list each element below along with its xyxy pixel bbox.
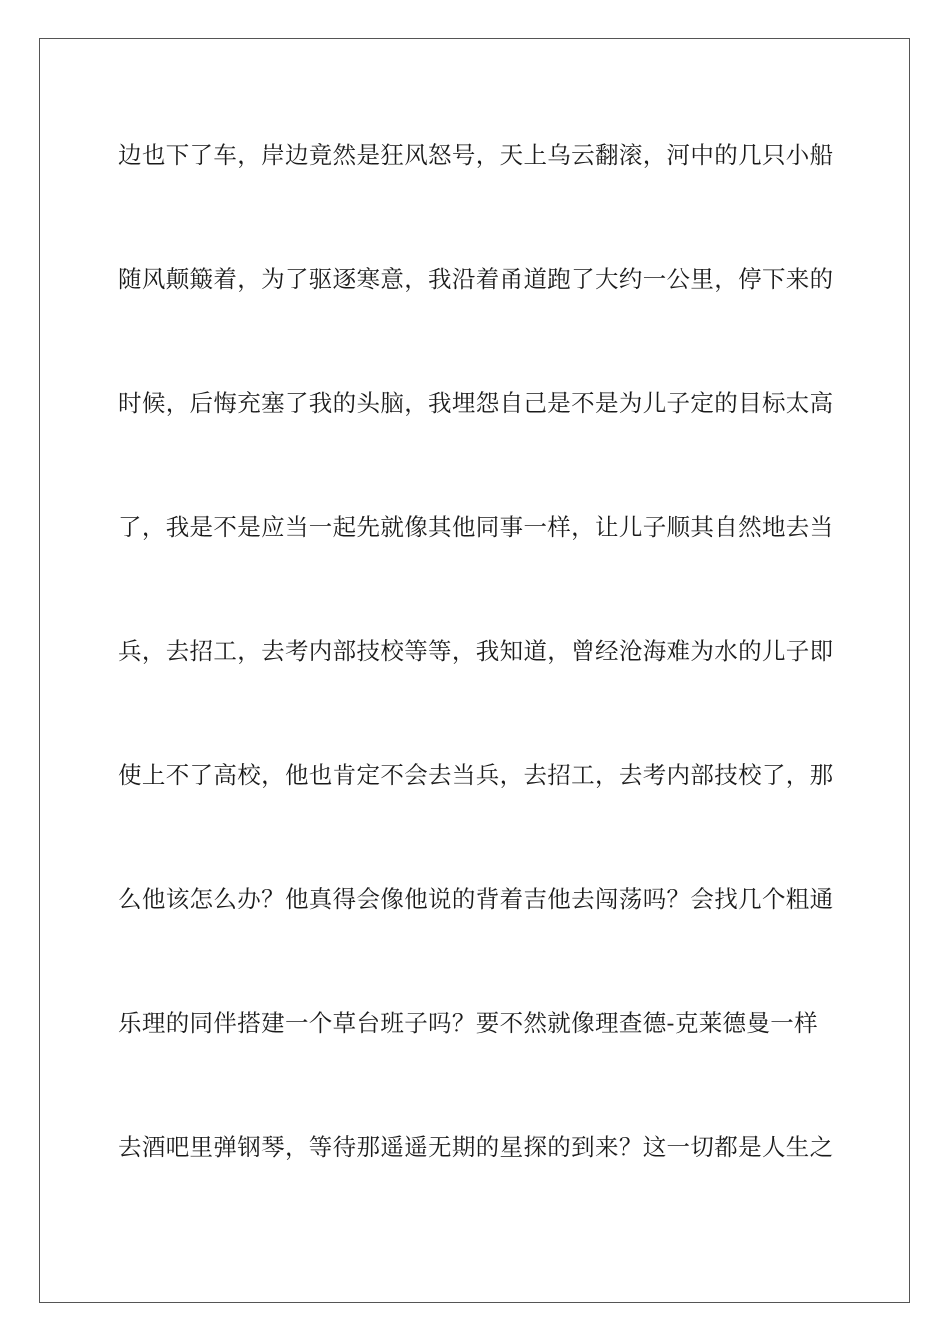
text-line: 兵，去招工，去考内部技校等等，我知道，曾经沧海难为水的儿子即 <box>118 637 834 665</box>
text-line: 去酒吧里弹钢琴，等待那遥遥无期的星探的到来？这一切都是人生之 <box>118 1133 834 1161</box>
text-line: 乐理的同伴搭建一个草台班子吗？要不然就像理查德-克莱德曼一样 <box>118 1009 818 1037</box>
text-line: 随风颠簸着，为了驱逐寒意，我沿着甬道跑了大约一公里，停下来的 <box>118 265 834 293</box>
document-body <box>118 128 834 1244</box>
text-line: 么他该怎么办？他真得会像他说的背着吉他去闯荡吗？会找几个粗通 <box>118 885 834 913</box>
text-line: 了，我是不是应当一起先就像其他同事一样，让儿子顺其自然地去当 <box>118 513 834 541</box>
text-line: 时候，后悔充塞了我的头脑，我埋怨自己是不是为儿子定的目标太高 <box>118 389 834 417</box>
text-line: 边也下了车，岸边竟然是狂风怒号，天上乌云翻滚，河中的几只小船 <box>118 141 834 169</box>
text-line: 使上不了高校，他也肯定不会去当兵，去招工，去考内部技校了，那 <box>118 761 834 789</box>
